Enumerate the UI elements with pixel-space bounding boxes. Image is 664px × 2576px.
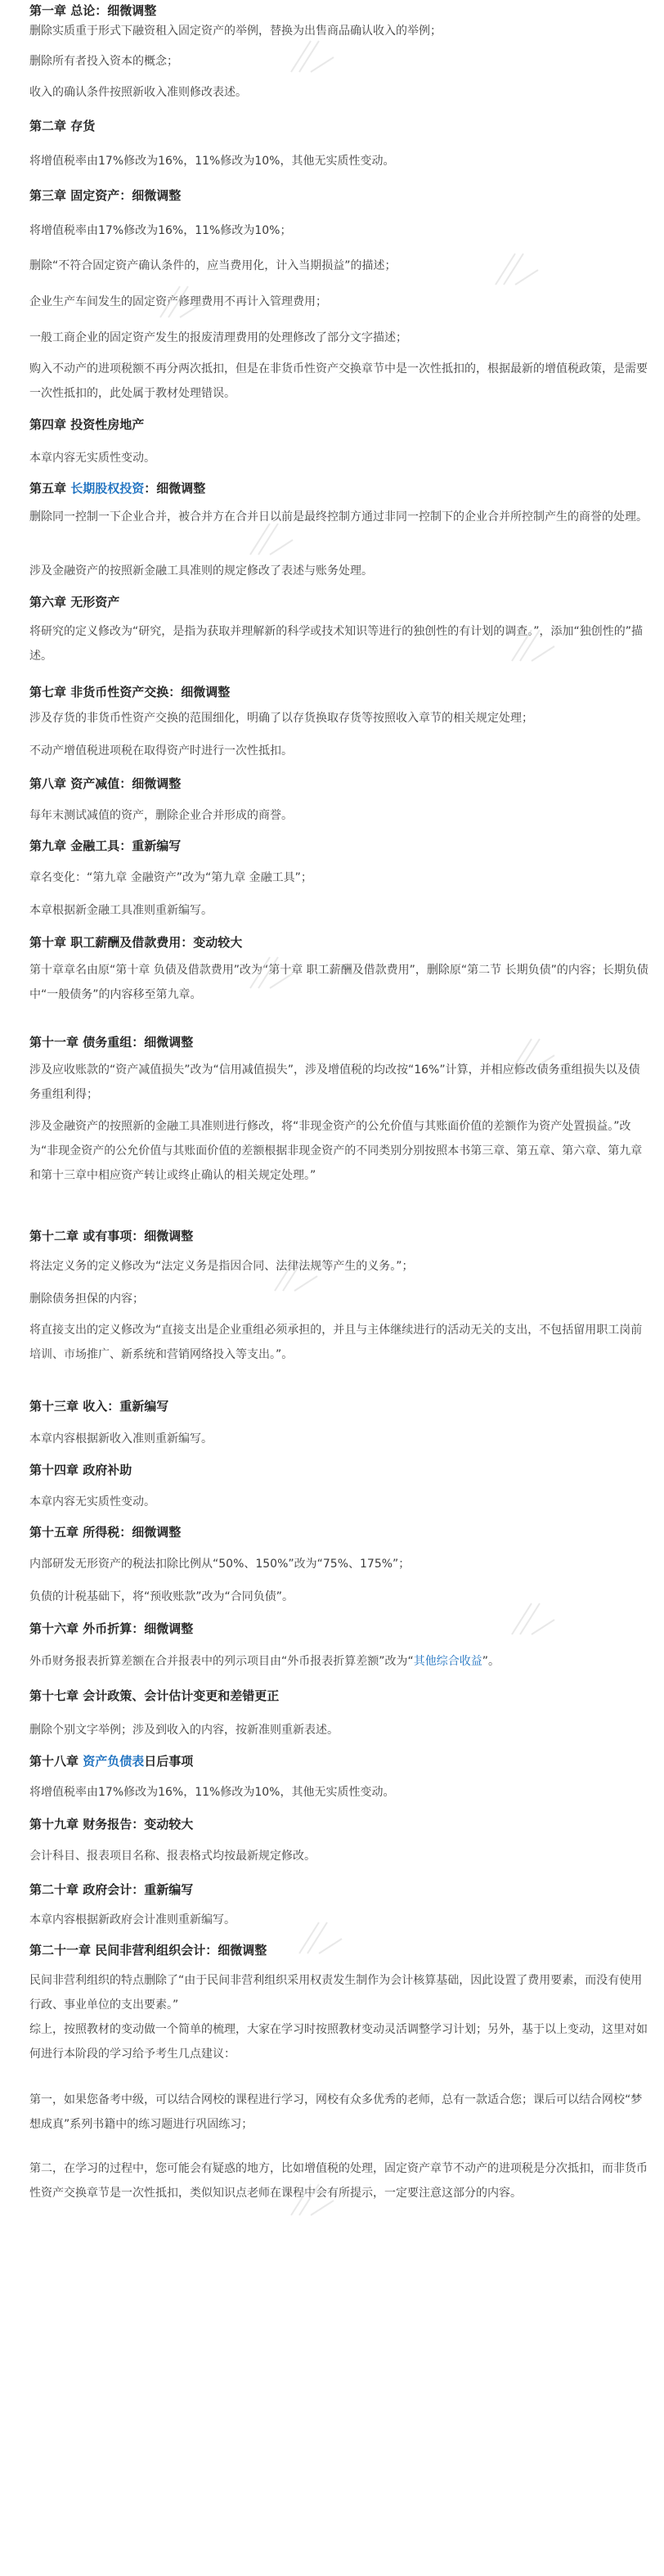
paragraph: 本章根据新金融工具准则重新编写。 [29,904,213,917]
paragraph: 本章内容无实质性变动。 [29,1495,155,1508]
paragraph: 民间非营利组织的特点删除了“由于民间非营利组织采用权责发生制作为会计核算基础，因此设置了费用要素，而没有使用行政、事业单位的支出要素。” [29,1974,643,2012]
paragraph: 本章内容根据新收入准则重新编写。 [29,1432,213,1445]
paragraph: 负债的计税基础下，将“预收账款”改为“合同负债”。 [29,1590,294,1603]
paragraph: 一般工商企业的固定资产发生的报废清理费用的处理修改了部分文字描述； [29,331,407,344]
paragraph: 购入不动产的进项税额不再分两次抵扣，但是在非货币性资产交换章节中是一次性抵扣的，根据最新的增值税政策，是需要一次性抵扣的，此处属于教材处理错误。 [29,362,648,400]
paragraph: 将直接支出的定义修改为“直接支出是企业重组必须承担的，并且与主体继续进行的活动无关的支出，不包括留用职工岗前培训、市场推广、新系统和营销网络投入等支出。”。 [29,1324,643,1361]
chapter-heading: 第五章 长期股权投资：细微调整 [29,481,206,496]
paragraph: 将法定义务的定义修改为“法定义务是指因合同、法律法规等产生的义务。”； [29,1260,414,1273]
chapter-heading: 第一章 总论：细微调整 [29,3,157,18]
chapter-heading: 第十五章 所得税：细微调整 [29,1525,182,1540]
chapter-heading: 第十四章 政府补助 [29,1463,132,1477]
paragraph: 将研究的定义修改为“研究，是指为获取并理解新的科学或技术知识等进行的独创性的有计划的调查。”，添加“独创性的”描述。 [29,625,644,663]
chapter-heading: 第十一章 债务重组：细微调整 [29,1035,194,1050]
chapter-heading: 第十九章 财务报告：变动较大 [29,1817,194,1832]
long-term-equity-investment-link[interactable]: 长期股权投资 [70,481,145,496]
chapter-heading: 第六章 无形资产 [29,595,120,609]
chapter-heading: 第八章 资产减值：细微调整 [29,776,182,791]
paragraph: 删除所有者投入资本的概念； [29,55,178,68]
paragraph: 删除“不符合固定资产确认条件的，应当费用化，计入当期损益”的描述； [29,259,397,272]
paragraph: 会计科目、报表项目名称、报表格式均按最新规定修改。 [29,1850,316,1863]
chapter-heading: 第三章 固定资产：细微调整 [29,188,182,203]
paragraph: 本章内容无实质性变动。 [29,452,155,465]
paragraph: 第一，如果您备考中级，可以结合网校的课程进行学习，网校有众多优秀的老师，总有一款适合您；课后可以结合网校“梦想成真”系列书籍中的练习题进行巩固练习； [29,2093,643,2131]
paragraph: 将增值税率由17%修改为16%，11%修改为10%，其他无实质性变动。 [29,155,395,168]
paragraph: 每年末测试减值的资产，删除企业合并形成的商誉。 [29,809,293,822]
paragraph: 本章内容根据新政府会计准则重新编写。 [29,1913,236,1926]
paragraph: 删除个别文字举例；涉及到收入的内容，按新准则重新表述。 [29,1724,339,1737]
chapter-heading: 第二章 存货 [29,119,96,133]
chapter-heading: 第四章 投资性房地产 [29,417,145,432]
chapter-heading: 第二十章 政府会计：重新编写 [29,1882,194,1897]
chapter-heading: 第十八章 资产负债表日后事项 [29,1754,194,1769]
paragraph: 涉及金融资产的按照新金融工具准则的规定修改了表述与账务处理。 [29,564,373,578]
paragraph: 不动产增值税进项税在取得资产时进行一次性抵扣。 [29,744,293,758]
chapter-heading: 第十三章 收入：重新编写 [29,1399,169,1414]
paragraph: 内部研发无形资产的税法扣除比例从“50%、150%”改为“75%、175%”； [29,1558,411,1571]
paragraph: 删除同一控制一下企业合并，被合并方在合并日以前是最终控制方通过非同一控制下的企业合并所控制产生的商誉的处理。 [29,510,648,524]
paragraph: 将增值税率由17%修改为16%，11%修改为10%，其他无实质性变动。 [29,1786,395,1799]
chapter-heading: 第十章 职工薪酬及借款费用：变动较大 [29,935,243,950]
paragraph: 第十章章名由原“第十章 负债及借款费用”改为“第十章 职工薪酬及借款费用”，删除原“第二节 长期负债”的内容；长期负债中“一般债务”的内容移至第九章。 [29,964,648,1001]
chapter-heading: 第九章 金融工具：重新编写 [29,838,182,853]
paragraph: 外币财务报表折算差额在合并报表中的列示项目由“外币报表折算差额”改为“其他综合收益”。 [29,1655,500,1668]
chapter-heading: 第十六章 外币折算：细微调整 [29,1621,194,1636]
balance-sheet-link[interactable]: 资产负债表 [83,1754,145,1769]
chapter-heading: 第七章 非货币性资产交换：细微调整 [29,685,231,699]
paragraph: 删除债务担保的内容； [29,1292,144,1306]
chapter-heading: 第十七章 会计政策、会计估计变更和差错更正 [29,1688,280,1703]
paragraph: 综上，按照教材的变动做一个简单的梳理，大家在学习时按照教材变动灵活调整学习计划；另外，基于以上变动，这里对如何进行本阶段的学习给予考生几点建议： [29,2023,648,2061]
paragraph: 收入的确认条件按照新收入准则修改表述。 [29,86,247,99]
other-comprehensive-income-link[interactable]: 其他综合收益 [413,1655,482,1668]
chapter-heading: 第二十一章 民间非营利组织会计：细微调整 [29,1943,267,1958]
paragraph: 第二，在学习的过程中，您可能会有疑惑的地方，比如增值税的处理，固定资产章节不动产的进项税是分次抵扣，而非货币性资产交换章节是一次性抵扣，类似知识点老师在课程中会有所提示，一定要注意这部分的内容。 [29,2162,648,2200]
paragraph: 章名变化：“第九章 金融资产”改为“第九章 金融工具”； [29,871,312,884]
paragraph: 涉及金融资产的按照新的金融工具准则进行修改，将“非现金资产的公允价值与其账面价值的差额作为资产处置损益。”改为“非现金资产的公允价值与其账面价值的差额根据非现金资产的不同类别分别按照本书第三章、第五章、第六章、第九章和第十三章中相应资产转让或终止确认的相关规定处理。” [29,1120,643,1182]
paragraph: 涉及存货的非货币性资产交换的范围细化，明确了以存货换取存货等按照收入章节的相关规定处理； [29,712,533,725]
paragraph: 企业生产车间发生的固定资产修理费用不再计入管理费用； [29,295,327,308]
paragraph: 涉及应收账款的“资产减值损失”改为“信用减值损失”，涉及增值税的均改按“16%”计算，并相应修改债务重组损失以及债务重组利得； [29,1063,640,1101]
chapter-heading: 第十二章 或有事项：细微调整 [29,1229,194,1243]
paragraph: 删除实质重于形式下融资租入固定资产的举例，替换为出售商品确认收入的举例； [29,25,442,38]
paragraph: 将增值税率由17%修改为16%，11%修改为10%； [29,224,292,237]
